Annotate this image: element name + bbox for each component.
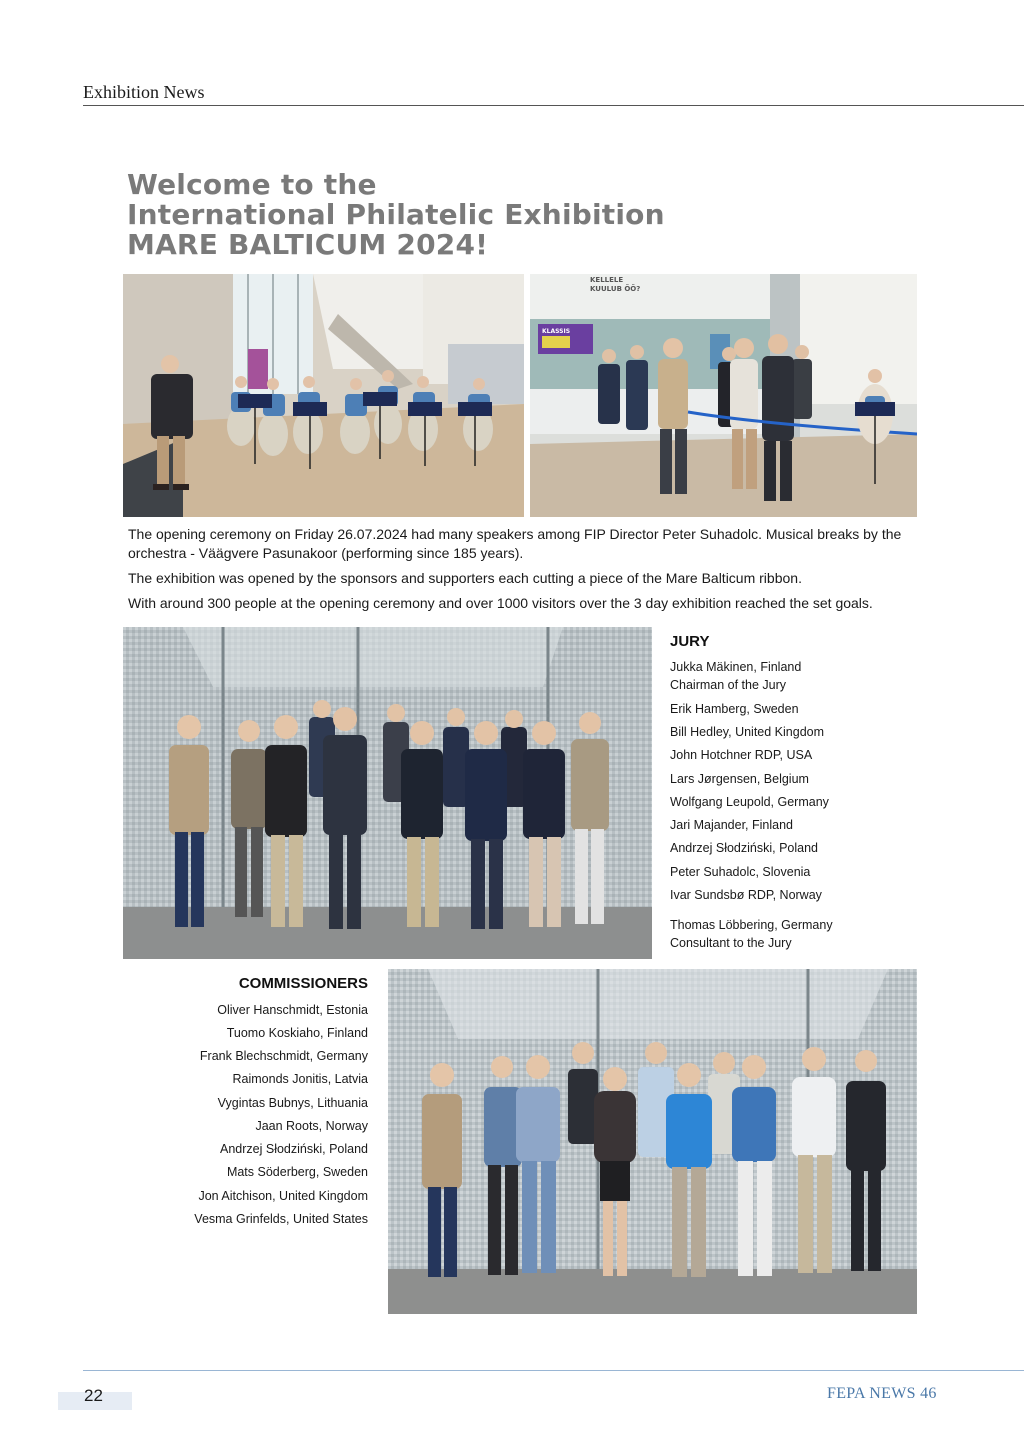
jury-member: Ivar Sundsbø RDP, Norway bbox=[670, 888, 822, 902]
jury-consultant-role: Consultant to the Jury bbox=[670, 936, 792, 950]
jury-member: Jari Majander, Finland bbox=[670, 818, 793, 832]
sign-kuulub: KUULUB ÕÕ? bbox=[590, 285, 641, 293]
jury-heading: JURY bbox=[670, 633, 710, 650]
photo-commissioners-group bbox=[388, 969, 917, 1314]
sign-klassis: KLASSIS bbox=[542, 328, 571, 335]
jury-member: Wolfgang Leupold, Germany bbox=[670, 795, 829, 809]
commissioner-item: Jaan Roots, Norway bbox=[255, 1119, 368, 1133]
header-divider bbox=[83, 105, 1024, 106]
photo-ribbon-cutting bbox=[530, 274, 917, 517]
photo-orchestra bbox=[123, 274, 524, 517]
photo-jury-group bbox=[123, 627, 652, 959]
jury-member: Lars Jørgensen, Belgium bbox=[670, 772, 809, 786]
page-number: 22 bbox=[84, 1386, 103, 1405]
commissioner-item: Tuomo Koskiaho, Finland bbox=[226, 1026, 368, 1040]
caption-ribbon: The exhibition was opened by the sponsors and supporters each cutting a piece of the Mare Balticum ribbon. bbox=[128, 570, 802, 586]
title-line-2: International Philatelic Exhibition bbox=[127, 198, 665, 231]
commissioner-item: Raimonds Jonitis, Latvia bbox=[232, 1072, 368, 1086]
jury-member: John Hotchner RDP, USA bbox=[670, 748, 813, 762]
commissioner-item: Frank Blechschmidt, Germany bbox=[199, 1049, 368, 1063]
title-line-1: Welcome to the bbox=[127, 168, 377, 201]
sign-kellele: KELLELE bbox=[590, 276, 624, 284]
commissioners-heading: COMMISSIONERS bbox=[238, 975, 368, 992]
caption-opening: The opening ceremony on Friday 26.07.2024 had many speakers among FIP Director Peter Suhadolc. Musical breaks by the orchestra - Väägvere Pasunakoor (performing since 185 years). bbox=[128, 526, 902, 561]
commissioner-item: Andrzej Słodziński, Poland bbox=[220, 1142, 368, 1156]
caption-visitors: With around 300 people at the opening ceremony and over 1000 visitors over the 3 day exhibition reached the set goals. bbox=[128, 595, 873, 611]
jury-consultant-name: Thomas Löbbering, Germany bbox=[670, 918, 833, 932]
commissioner-item: Vygintas Bubnys, Lithuania bbox=[217, 1096, 368, 1110]
article-title bbox=[127, 170, 665, 260]
jury-member: Bill Hedley, United Kingdom bbox=[670, 725, 825, 739]
footer-brand: FEPA NEWS 46 bbox=[827, 1385, 937, 1402]
commissioner-item: Oliver Hanschmidt, Estonia bbox=[217, 1003, 368, 1017]
title-line-3: MARE BALTICUM 2024! bbox=[127, 228, 489, 261]
section-label: Exhibition News bbox=[83, 82, 205, 102]
jury-member: Andrzej Słodziński, Poland bbox=[670, 841, 818, 855]
jury-chair-role: Chairman of the Jury bbox=[670, 678, 787, 692]
commissioner-item: Mats Söderberg, Sweden bbox=[226, 1165, 368, 1179]
jury-member: Erik Hamberg, Sweden bbox=[670, 702, 799, 716]
commissioner-item: Vesma Grinfelds, United States bbox=[194, 1212, 368, 1226]
footer-divider bbox=[83, 1370, 1024, 1371]
commissioner-item: Jon Aitchison, United Kingdom bbox=[198, 1189, 368, 1203]
jury-member: Peter Suhadolc, Slovenia bbox=[670, 865, 811, 879]
jury-chair-name: Jukka Mäkinen, Finland bbox=[670, 660, 802, 674]
